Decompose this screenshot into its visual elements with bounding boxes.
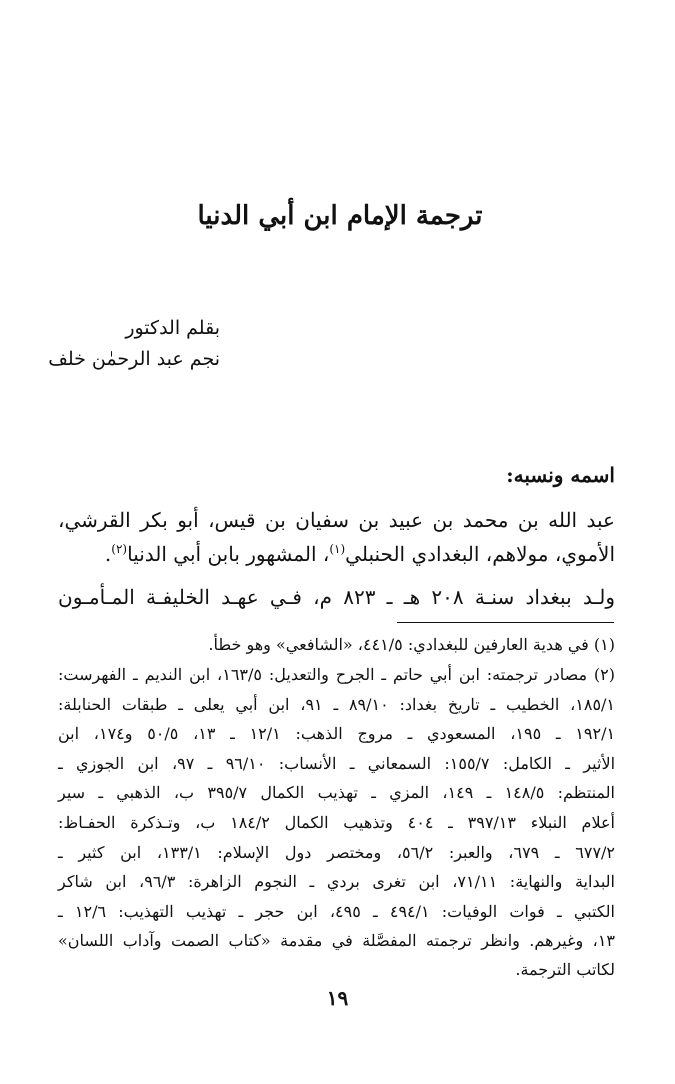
body-text-segment: الأموي، مولاهم، البغدادي الحنبلي: [345, 542, 615, 566]
page-title: ترجمة الإمام ابن أبي الدنيا: [197, 201, 483, 231]
footnote-line: ١٩٢/١ ـ ١٩٥، المسعودي ـ مروج الذهب: ١٢/١ ـ ١٣، ٥٠/٥ و١٧٤، ابن: [58, 724, 616, 743]
footnote-line: البداية والنهاية: ٧١/١١، ابن تغرى بردي ـ النجوم الزاهرة: ٩٦/٣، ابن شاكر: [58, 872, 616, 891]
footnote-ref-1: (١): [329, 542, 346, 556]
footnote-line: لكاتب الترجمة.: [515, 960, 615, 979]
footnote-line: (٢) مصادر ترجمته: ابن أبي حاتم ـ الجرح والتعديل: ١٦٣/٥، ابن النديم ـ الفهرست:: [58, 665, 616, 684]
body-line-1: عبد الله بن محمد بن عبيد بن سفيان بن قيس، أبو بكر القرشي،: [58, 508, 615, 532]
footnote-line: ٦٧٧/٢ ـ ٦٧٩، والعبر: ٥٦/٢، ومختصر دول الإسلام: ١٣٣/١، ابن كثير ـ: [58, 843, 616, 862]
footnote-ref-2: (٢): [111, 542, 128, 556]
author-prefix: بقلم الدكتور: [125, 317, 220, 339]
footnote-line: المنتظم: ١٤٨/٥ ـ ١٤٩، المزي ـ تهذيب الكمال ٣٩٥/٧ ب، الذهبي ـ سير: [58, 783, 616, 802]
footnote-line: ١٣، وغيرهم. وانظر ترجمته المفصَّلة في مقدمة «كتاب الصمت وآداب اللسان»: [58, 931, 615, 950]
footnote-separator: [397, 622, 614, 623]
footnote-line: الكتبي ـ فوات الوفيات: ٤٩٤/١ ـ ٤٩٥، ابن حجر ـ تهذيب التهذيب: ١٢/٦ ـ: [58, 902, 615, 921]
footnote-line: الأثير ـ الكامل: ١٥٥/٧: السمعاني ـ الأنساب: ٩٦/١٠ ـ ٩٧، ابن الجوزي ـ: [58, 754, 616, 773]
footnote-line: (١) في هدية العارفين للبغدادي: ٤٤١/٥، «الشافعي» وهو خطأ.: [208, 635, 615, 654]
footnote-line: ١٨٥/١، الخطيب ـ تاريخ بغداد: ٨٩/١٠ ـ ٩١، ابن أبي يعلى ـ طبقات الحنابلة:: [58, 695, 616, 714]
author-name: نجم عبد الرحمٰن خلف: [48, 348, 220, 370]
body-text-segment: .: [104, 542, 112, 566]
footnote-line: أعلام النبلاء ٣٩٧/١٣ ـ ٤٠٤ وتذهيب الكمال ١٨٤/٢ ب، وتـذكرة الحفـاظ:: [58, 813, 616, 832]
page-number: ١٩: [326, 986, 349, 1010]
body-line-2: [58, 537, 615, 574]
body-line-3: ولـد ببغداد سنـة ٢٠٨ هـ ـ ٨٢٣ م، فـي عهـد الخليفـة المـأمـون: [58, 585, 615, 609]
section-heading: اسمه ونسبه:: [506, 463, 615, 487]
body-text-segment: ، المشهور بابن أبي الدنيا: [127, 542, 330, 566]
